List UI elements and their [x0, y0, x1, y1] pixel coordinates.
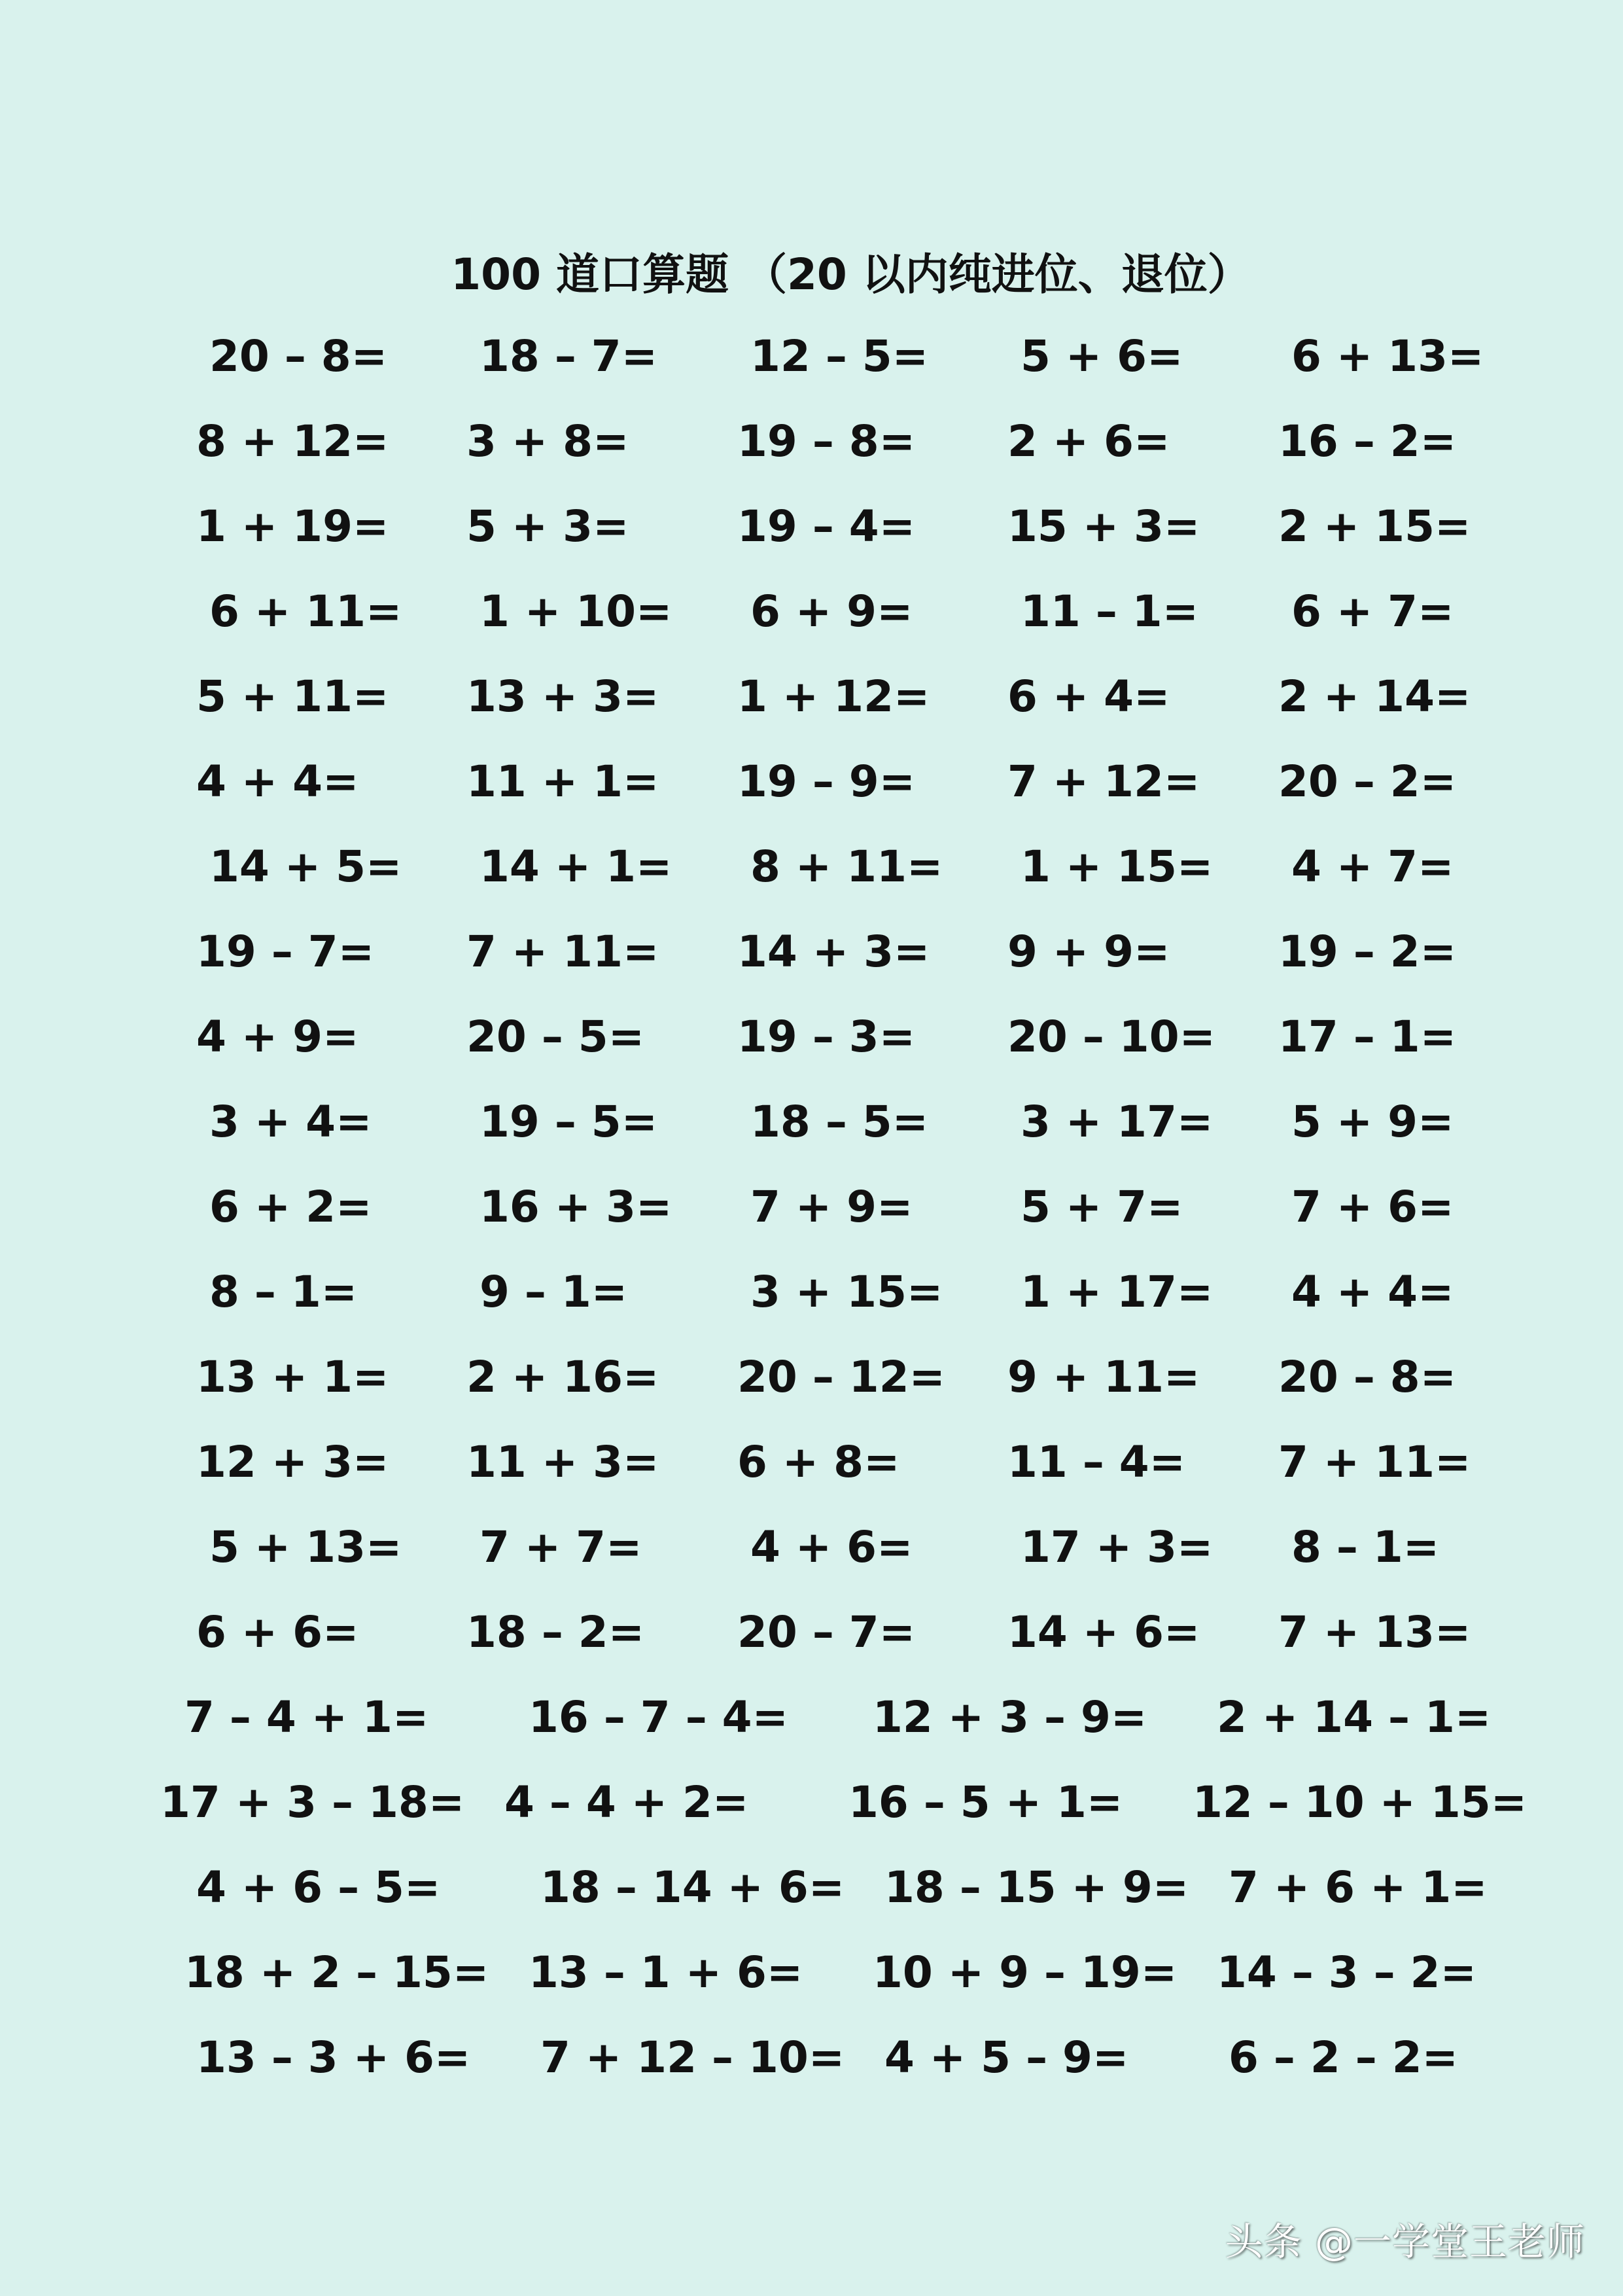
math-problem: 2 + 6= — [1007, 416, 1170, 467]
problem-row — [0, 1253, 1623, 1332]
math-problem: 18 – 7= — [480, 331, 658, 381]
math-problem: 7 + 11= — [1278, 1437, 1471, 1487]
math-problem: 1 + 19= — [196, 501, 389, 552]
math-problem: 20 – 10= — [1007, 1012, 1215, 1062]
math-problem: 4 + 7= — [1291, 841, 1454, 892]
math-problem: 6 + 13= — [1291, 331, 1484, 381]
math-problem: 4 + 5 – 9= — [884, 2032, 1129, 2083]
math-problem: 16 + 3= — [480, 1182, 672, 1232]
math-problem: 6 – 2 – 2= — [1229, 2032, 1458, 2083]
math-problem: 13 – 3 + 6= — [196, 2032, 471, 2083]
math-problem: 1 + 15= — [1021, 841, 1213, 892]
math-problem: 12 – 5= — [750, 331, 929, 381]
math-problem: 20 – 8= — [209, 331, 388, 381]
math-problem: 12 + 3 – 9= — [873, 1692, 1147, 1742]
math-problem: 5 + 13= — [209, 1522, 402, 1572]
math-problem: 16 – 7 – 4= — [529, 1692, 788, 1742]
math-problem: 6 + 7= — [1291, 586, 1454, 637]
math-problem: 13 – 1 + 6= — [529, 1947, 803, 1998]
problem-row — [0, 743, 1623, 821]
problem-row — [0, 1423, 1623, 1502]
math-problem: 7 + 7= — [480, 1522, 642, 1572]
math-problem: 17 – 1= — [1278, 1012, 1457, 1062]
math-problem: 19 – 7= — [196, 927, 375, 977]
math-problem: 12 – 10 + 15= — [1193, 1777, 1527, 1828]
math-problem: 6 + 9= — [750, 586, 913, 637]
problem-row — [0, 1508, 1623, 1587]
math-problem: 4 – 4 + 2= — [504, 1777, 749, 1828]
math-problem: 3 + 8= — [466, 416, 629, 467]
math-problem: 10 + 9 – 19= — [873, 1947, 1178, 1998]
problem-row — [0, 317, 1623, 396]
math-problem: 7 + 11= — [466, 927, 659, 977]
math-problem: 11 + 1= — [466, 756, 659, 807]
math-problem: 19 – 2= — [1278, 927, 1457, 977]
math-problem: 1 + 17= — [1021, 1267, 1213, 1317]
math-problem: 1 + 10= — [480, 586, 672, 637]
problem-row — [0, 402, 1623, 481]
problem-row — [0, 573, 1623, 651]
math-problem: 7 + 12= — [1007, 756, 1200, 807]
math-problem: 7 + 6= — [1291, 1182, 1454, 1232]
math-problem: 4 + 4= — [196, 756, 359, 807]
math-problem: 15 + 3= — [1007, 501, 1200, 552]
page-title: 100 道口算题 （20 以内纯进位、退位） — [451, 249, 1251, 300]
problem-row — [0, 1593, 1623, 1672]
math-problem: 6 + 6= — [196, 1607, 359, 1657]
problem-row — [0, 1678, 1623, 1757]
math-problem: 20 – 5= — [466, 1012, 645, 1062]
math-problem: 13 + 3= — [466, 671, 659, 722]
problem-row — [0, 1083, 1623, 1161]
problem-row — [0, 1168, 1623, 1246]
math-problem: 2 + 16= — [466, 1352, 659, 1402]
math-problem: 5 + 11= — [196, 671, 389, 722]
math-problem: 3 + 15= — [750, 1267, 943, 1317]
math-problem: 20 – 7= — [737, 1607, 916, 1657]
math-problem: 11 – 4= — [1007, 1437, 1186, 1487]
problem-row — [0, 1848, 1623, 1927]
math-problem: 7 + 9= — [750, 1182, 913, 1232]
problem-row — [0, 828, 1623, 906]
math-problem: 7 + 12 – 10= — [540, 2032, 845, 2083]
problem-row — [0, 658, 1623, 736]
math-problem: 5 + 6= — [1021, 331, 1183, 381]
math-problem: 14 + 3= — [737, 927, 930, 977]
math-problem: 6 + 4= — [1007, 671, 1170, 722]
math-problem: 3 + 17= — [1021, 1097, 1213, 1147]
math-problem: 19 – 3= — [737, 1012, 916, 1062]
math-problem: 6 + 8= — [737, 1437, 900, 1487]
math-problem: 4 + 9= — [196, 1012, 359, 1062]
math-problem: 12 + 3= — [196, 1437, 389, 1487]
problem-row — [0, 487, 1623, 566]
math-problem: 5 + 3= — [466, 501, 629, 552]
math-problem: 19 – 5= — [480, 1097, 658, 1147]
math-problem: 2 + 14 – 1= — [1217, 1692, 1492, 1742]
math-problem: 6 + 2= — [209, 1182, 372, 1232]
math-problem: 13 + 1= — [196, 1352, 389, 1402]
math-problem: 14 – 3 – 2= — [1217, 1947, 1476, 1998]
math-problem: 20 – 2= — [1278, 756, 1457, 807]
math-problem: 6 + 11= — [209, 586, 402, 637]
math-problem: 7 – 4 + 1= — [184, 1692, 429, 1742]
math-problem: 2 + 14= — [1278, 671, 1471, 722]
math-problem: 5 + 7= — [1021, 1182, 1183, 1232]
math-problem: 18 – 14 + 6= — [540, 1862, 845, 1913]
math-problem: 16 – 5 + 1= — [848, 1777, 1123, 1828]
math-problem: 9 – 1= — [480, 1267, 628, 1317]
problem-row — [0, 913, 1623, 991]
math-problem: 9 + 11= — [1007, 1352, 1200, 1402]
math-problem: 9 + 9= — [1007, 927, 1170, 977]
math-problem: 18 – 15 + 9= — [884, 1862, 1189, 1913]
math-problem: 18 + 2 – 15= — [184, 1947, 489, 1998]
math-problem: 11 + 3= — [466, 1437, 659, 1487]
watermark: 头条 @一学堂王老师 — [1225, 2219, 1585, 2264]
math-problem: 1 + 12= — [737, 671, 930, 722]
math-problem: 4 + 6= — [750, 1522, 913, 1572]
math-problem: 19 – 4= — [737, 501, 916, 552]
math-problem: 8 + 12= — [196, 416, 389, 467]
problem-row — [0, 998, 1623, 1076]
problem-row — [0, 1934, 1623, 2012]
math-problem: 11 – 1= — [1021, 586, 1199, 637]
math-problem: 7 + 6 + 1= — [1229, 1862, 1488, 1913]
math-problem: 20 – 8= — [1278, 1352, 1457, 1402]
math-problem: 19 – 9= — [737, 756, 916, 807]
math-problem: 8 – 1= — [209, 1267, 358, 1317]
math-problem: 2 + 15= — [1278, 501, 1471, 552]
problem-row — [0, 1763, 1623, 1842]
math-problem: 14 + 6= — [1007, 1607, 1200, 1657]
math-problem: 4 + 4= — [1291, 1267, 1454, 1317]
math-problem: 3 + 4= — [209, 1097, 372, 1147]
math-problem: 18 – 2= — [466, 1607, 645, 1657]
math-problem: 17 + 3 – 18= — [160, 1777, 465, 1828]
math-problem: 14 + 5= — [209, 841, 402, 892]
problem-row — [0, 2019, 1623, 2097]
math-problem: 19 – 8= — [737, 416, 916, 467]
math-problem: 8 – 1= — [1291, 1522, 1440, 1572]
math-problem: 20 – 12= — [737, 1352, 945, 1402]
math-problem: 5 + 9= — [1291, 1097, 1454, 1147]
math-problem: 7 + 13= — [1278, 1607, 1471, 1657]
math-problem: 4 + 6 – 5= — [196, 1862, 441, 1913]
math-problem: 16 – 2= — [1278, 416, 1457, 467]
math-problem: 17 + 3= — [1021, 1522, 1213, 1572]
math-problem: 8 + 11= — [750, 841, 943, 892]
math-problem: 18 – 5= — [750, 1097, 929, 1147]
problem-row — [0, 1338, 1623, 1417]
math-problem: 14 + 1= — [480, 841, 672, 892]
